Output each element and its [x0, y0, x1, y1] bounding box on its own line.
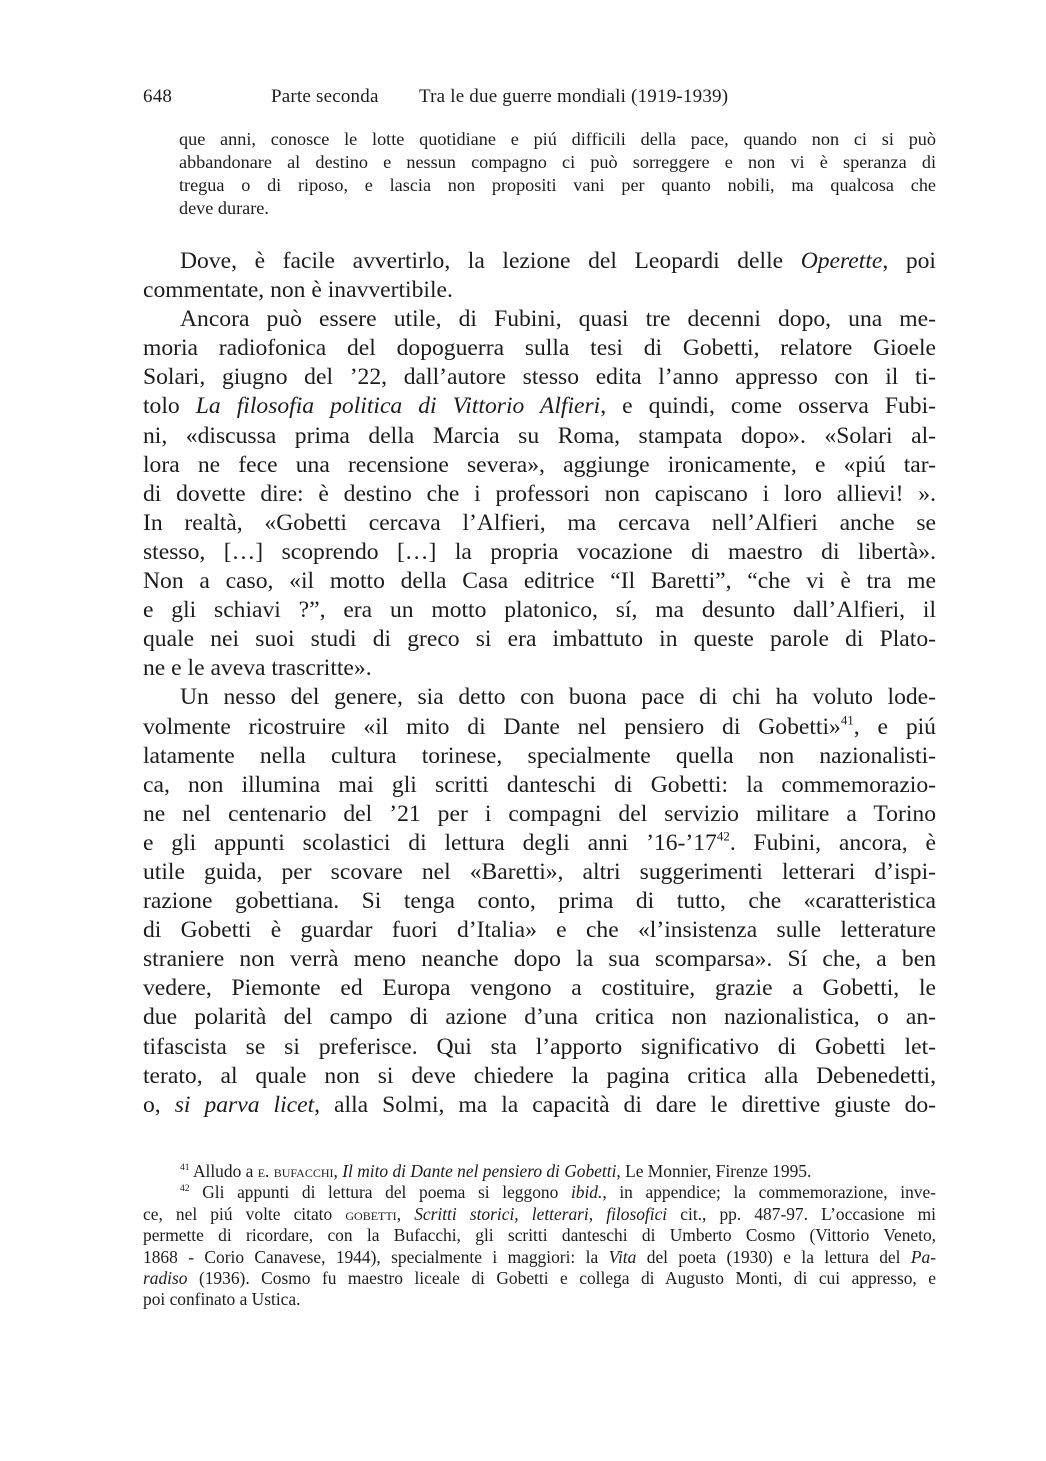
- paragraph-line: straniere non verrà meno neanche dopo la sua scomparsa». Sí che, a ben: [143, 946, 936, 973]
- paragraph-line: volmente ricostruire «il mito di Dante nel pensiero di Gobetti»$^{41}$, e piú: [143, 711, 936, 740]
- footnote-42: $^{42}$ Gli appunti di lettura del poema si leggono ibid., in appendice; la commemorazione, inve-: [180, 1182, 936, 1203]
- paragraph-line: vedere, Piemonte ed Europa vengono a costituire, grazie a Gobetti, le: [143, 975, 936, 1002]
- paragraph-line: di Gobetti è guardar fuori d’Italia» e che «l’insistenza sulle letterature: [143, 917, 936, 944]
- footnote-number: 41: [180, 1161, 190, 1173]
- paragraph-line: utile guida, per scovare nel «Baretti», altri suggerimenti letterari d’ispi-: [143, 858, 936, 885]
- footnote-line: permette di ricordare, con la Bufacchi, gli scritti danteschi di Umberto Cosmo (Vittorio Veneto,: [143, 1225, 936, 1246]
- paragraph-line: moria radiofonica del dopoguerra sulla tesi di Gobetti, relatore Gioele: [143, 335, 936, 362]
- page-number: 648: [143, 86, 173, 107]
- footnote-ref-41[interactable]: 41: [840, 711, 854, 727]
- quote-line: abbandonare al destino e nessun compagno ci può sorreggere e non vi è speranza di: [179, 152, 936, 172]
- footnote-line: poi confinato a Ustica.: [143, 1289, 301, 1310]
- paragraph-line: di dovette dire: è destino che i professori non capiscano i loro allievi! ».: [143, 480, 936, 507]
- footnote-line: radiso (1936). Cosmo fu maestro liceale di Gobetti e collega di Augusto Monti, di cui appresso, e: [143, 1267, 936, 1288]
- paragraph-line: commentate, non è inavvertibile.: [143, 277, 453, 304]
- paragraph-line: latamente nella cultura torinese, specialmente quella non nazionalisti-: [143, 742, 936, 769]
- paragraph-line: ne nel centenario del ’21 per i compagni del servizio militare a Torino: [143, 800, 936, 827]
- paragraph-line: o, si parva licet, alla Solmi, ma la capacità di dare le direttive giuste do-: [143, 1091, 937, 1118]
- paragraph-line: lora ne fece una recensione severa», aggiunge ironicamente, e «piú tar-: [143, 451, 936, 478]
- paragraph-line: quale nei suoi studi di greco si era imbattuto in queste parole di Plato-: [143, 626, 936, 653]
- paragraph-line: Un nesso del genere, sia detto con buona pace di chi ha voluto lode-: [180, 684, 936, 711]
- quote-line: que anni, conosce le lotte quotidiane e piú difficili della pace, quando non ci si può: [179, 129, 936, 149]
- section-title: Tra le due guerre mondiali (1919-1939): [419, 86, 729, 107]
- footnote-41: $^{41}$ Alludo a e. bufacchi, Il mito di Dante nel pensiero di Gobetti, Le Monnier, Firenze 1995.: [180, 1161, 812, 1181]
- paragraph-line: razione gobettiana. Si tenga conto, prima di tutto, che «caratteristica: [143, 888, 936, 915]
- paragraph-line: e gli schiavi ?”, era un motto platonico, sí, ma desunto dall’Alfieri, il: [143, 597, 936, 624]
- paragraph-line: stesso, […] scoprendo […] la propria vocazione di maestro di libertà».: [143, 538, 936, 565]
- paragraph-line: ca, non illumina mai gli scritti danteschi di Gobetti: la commemorazio-: [143, 771, 936, 798]
- paragraph-line: Non a caso, «il motto della Casa editrice “Il Baretti”, “che vi è tra me: [143, 568, 936, 595]
- paragraph-line: e gli appunti scolastici di lettura degli anni $’16-’17^{42}$. Fubini, ancora, è: [143, 828, 936, 856]
- paragraph-line: terato, al quale non si deve chiedere la pagina critica alla Debenedetti,: [143, 1062, 936, 1089]
- paragraph-line: tolo La filosofia politica di Vittorio Alfieri, e quindi, come osserva Fubi-: [143, 393, 936, 420]
- footnote-number: 42: [180, 1183, 190, 1195]
- part-title: Parte seconda: [271, 86, 379, 107]
- paragraph-line: ni, «discussa prima della Marcia su Roma, stampata dopo». «Solari al-: [143, 422, 936, 449]
- quote-line: tregua o di riposo, e lascia non propositi vani per quanto nobili, ma qualcosa che: [179, 175, 936, 195]
- paragraph-line: Ancora può essere utile, di Fubini, quasi tre decenni dopo, una me-: [180, 306, 936, 333]
- paragraph-line: tifascista se si preferisce. Qui sta l’apporto significativo di Gobetti let-: [143, 1033, 936, 1060]
- running-head: [143, 86, 943, 112]
- paragraph-line: Solari, giugno del ’22, dall’autore stesso edita l’anno appresso con il ti-: [143, 364, 936, 391]
- block-quote: [179, 128, 936, 220]
- quote-line: deve durare.: [179, 198, 269, 218]
- paragraph-line: ne e le aveva trascritte».: [143, 655, 372, 682]
- paragraph-line: In realtà, «Gobetti cercava l’Alfieri, ma cercava nell’Alfieri anche se: [143, 509, 936, 536]
- body-text: [143, 247, 936, 1120]
- paragraph-line: Dove, è facile avvertirlo, la lezione del Leopardi delle Operette, poi: [180, 248, 936, 274]
- footnote-line: ce, nel piú volte citato gobetti, Scritti storici, letterari, filosofici cit., pp. 487-97. L’occasione mi: [143, 1203, 936, 1224]
- paragraph-line: due polarità del campo di azione d’una critica non nazionalistica, o an-: [143, 1004, 936, 1031]
- footnote-line: 1868 - Corio Canavese, 1944), specialmente i maggiori: la Vita del poeta (1930) e la lettura del Pa-: [143, 1246, 936, 1267]
- footnotes: [143, 1161, 936, 1311]
- footnote-ref-42[interactable]: 42: [716, 828, 730, 844]
